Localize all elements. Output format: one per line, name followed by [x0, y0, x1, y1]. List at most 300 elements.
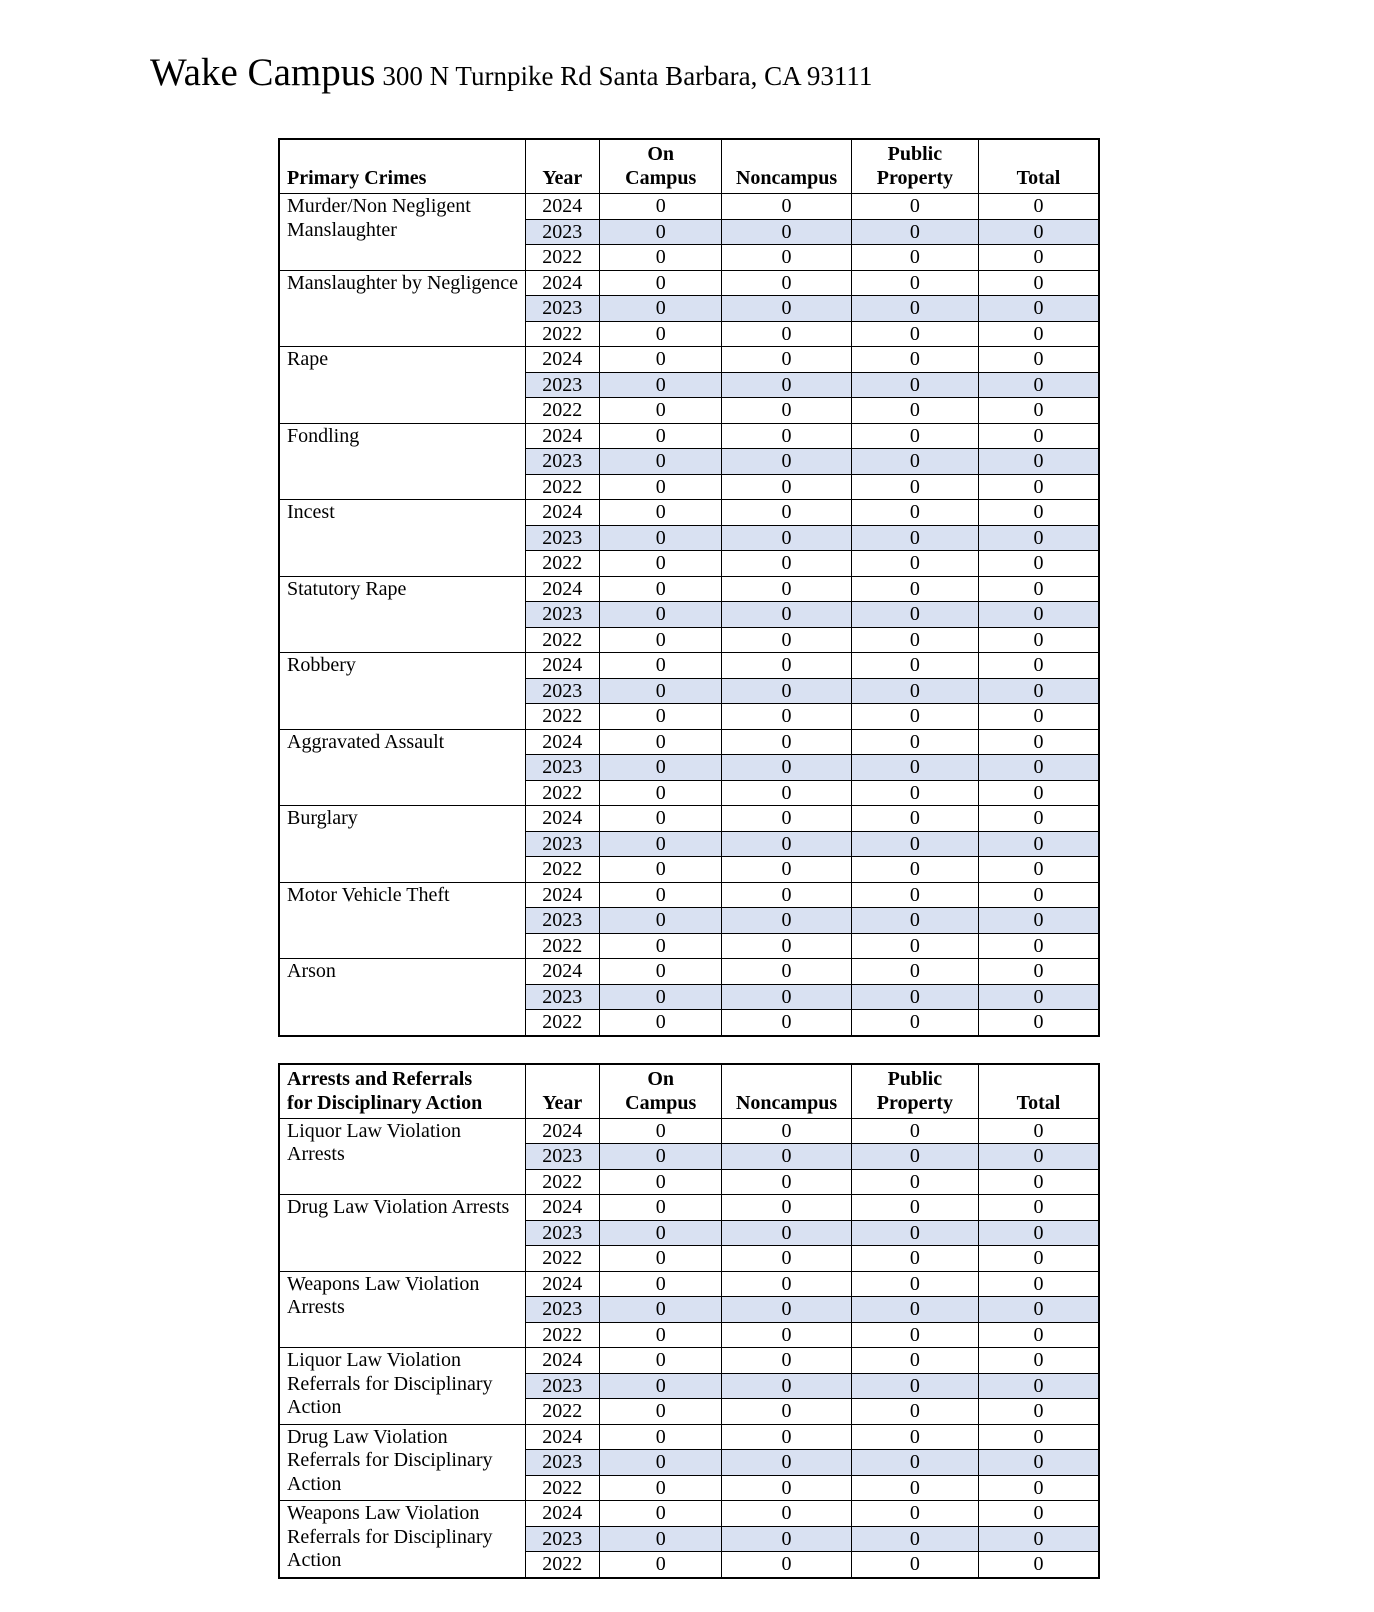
on-campus-value-cell: 0: [600, 933, 722, 959]
total-value-cell: 0: [978, 627, 1099, 653]
column-header: Public Property: [851, 1064, 978, 1119]
public-property-value-cell: 0: [851, 882, 978, 908]
noncampus-value-cell: 0: [722, 1348, 852, 1374]
noncampus-value-cell: 0: [722, 500, 852, 526]
total-value-cell: 0: [978, 449, 1099, 475]
on-campus-value-cell: 0: [600, 525, 722, 551]
noncampus-value-cell: 0: [722, 1246, 852, 1272]
on-campus-value-cell: 0: [600, 270, 722, 296]
year-cell: 2024: [525, 1118, 600, 1144]
noncampus-value-cell: 0: [722, 831, 852, 857]
total-value-cell: 0: [978, 831, 1099, 857]
on-campus-value-cell: 0: [600, 653, 722, 679]
public-property-value-cell: 0: [851, 372, 978, 398]
year-cell: 2022: [525, 780, 600, 806]
noncampus-value-cell: 0: [722, 678, 852, 704]
total-value-cell: 0: [978, 704, 1099, 730]
public-property-value-cell: 0: [851, 219, 978, 245]
year-cell: 2022: [525, 474, 600, 500]
public-property-value-cell: 0: [851, 551, 978, 577]
on-campus-value-cell: 0: [600, 372, 722, 398]
total-value-cell: 0: [978, 1195, 1099, 1221]
noncampus-value-cell: 0: [722, 551, 852, 577]
year-cell: 2023: [525, 1450, 600, 1476]
noncampus-value-cell: 0: [722, 1501, 852, 1527]
noncampus-value-cell: 0: [722, 857, 852, 883]
year-cell: 2022: [525, 627, 600, 653]
total-value-cell: 0: [978, 1220, 1099, 1246]
year-cell: 2023: [525, 678, 600, 704]
public-property-value-cell: 0: [851, 1169, 978, 1195]
category-cell: Drug Law Violation Referrals for Disciplinary Action: [279, 1424, 525, 1501]
year-cell: 2024: [525, 653, 600, 679]
on-campus-value-cell: 0: [600, 551, 722, 577]
table-row: [279, 1271, 1099, 1297]
year-cell: 2023: [525, 372, 600, 398]
total-value-cell: 0: [978, 729, 1099, 755]
category-cell: Robbery: [279, 653, 525, 730]
year-cell: 2023: [525, 755, 600, 781]
year-cell: 2023: [525, 1297, 600, 1323]
total-value-cell: 0: [978, 1010, 1099, 1036]
noncampus-value-cell: 0: [722, 1271, 852, 1297]
total-value-cell: 0: [978, 984, 1099, 1010]
on-campus-value-cell: 0: [600, 1475, 722, 1501]
on-campus-value-cell: 0: [600, 1373, 722, 1399]
public-property-value-cell: 0: [851, 1144, 978, 1170]
total-value-cell: 0: [978, 1246, 1099, 1272]
page-header: [150, 52, 872, 95]
public-property-value-cell: 0: [851, 525, 978, 551]
on-campus-value-cell: 0: [600, 1348, 722, 1374]
on-campus-value-cell: 0: [600, 194, 722, 220]
total-value-cell: 0: [978, 1373, 1099, 1399]
category-cell: Drug Law Violation Arrests: [279, 1195, 525, 1272]
year-cell: 2024: [525, 1271, 600, 1297]
total-value-cell: 0: [978, 474, 1099, 500]
category-cell: Manslaughter by Negligence: [279, 270, 525, 347]
column-header: Noncampus: [722, 139, 852, 194]
category-cell: Weapons Law Violation Arrests: [279, 1271, 525, 1348]
category-cell: Motor Vehicle Theft: [279, 882, 525, 959]
year-cell: 2023: [525, 525, 600, 551]
public-property-value-cell: 0: [851, 1118, 978, 1144]
public-property-value-cell: 0: [851, 1475, 978, 1501]
total-value-cell: 0: [978, 653, 1099, 679]
total-value-cell: 0: [978, 245, 1099, 271]
year-cell: 2022: [525, 1169, 600, 1195]
total-value-cell: 0: [978, 1348, 1099, 1374]
public-property-value-cell: 0: [851, 321, 978, 347]
public-property-value-cell: 0: [851, 755, 978, 781]
year-cell: 2022: [525, 551, 600, 577]
on-campus-value-cell: 0: [600, 449, 722, 475]
noncampus-value-cell: 0: [722, 219, 852, 245]
public-property-value-cell: 0: [851, 933, 978, 959]
noncampus-value-cell: 0: [722, 780, 852, 806]
year-cell: 2022: [525, 1246, 600, 1272]
public-property-value-cell: 0: [851, 1399, 978, 1425]
on-campus-value-cell: 0: [600, 678, 722, 704]
noncampus-value-cell: 0: [722, 1322, 852, 1348]
year-cell: 2023: [525, 219, 600, 245]
year-cell: 2024: [525, 1348, 600, 1374]
noncampus-value-cell: 0: [722, 729, 852, 755]
on-campus-value-cell: 0: [600, 959, 722, 985]
category-cell: Weapons Law Violation Referrals for Disciplinary Action: [279, 1501, 525, 1578]
year-cell: 2022: [525, 1322, 600, 1348]
total-value-cell: 0: [978, 1322, 1099, 1348]
noncampus-value-cell: 0: [722, 1297, 852, 1323]
public-property-value-cell: 0: [851, 1552, 978, 1578]
on-campus-value-cell: 0: [600, 1010, 722, 1036]
noncampus-value-cell: 0: [722, 1220, 852, 1246]
year-cell: 2024: [525, 347, 600, 373]
year-cell: 2023: [525, 984, 600, 1010]
category-cell: Fondling: [279, 423, 525, 500]
year-cell: 2024: [525, 882, 600, 908]
public-property-value-cell: 0: [851, 1501, 978, 1527]
noncampus-value-cell: 0: [722, 1373, 852, 1399]
table-row: [279, 1195, 1099, 1221]
noncampus-value-cell: 0: [722, 576, 852, 602]
total-value-cell: 0: [978, 321, 1099, 347]
total-value-cell: 0: [978, 882, 1099, 908]
on-campus-value-cell: 0: [600, 729, 722, 755]
total-value-cell: 0: [978, 1144, 1099, 1170]
on-campus-value-cell: 0: [600, 1195, 722, 1221]
table-row: [279, 882, 1099, 908]
total-value-cell: 0: [978, 602, 1099, 628]
total-value-cell: 0: [978, 933, 1099, 959]
noncampus-value-cell: 0: [722, 704, 852, 730]
total-value-cell: 0: [978, 347, 1099, 373]
on-campus-value-cell: 0: [600, 1501, 722, 1527]
table-row: [279, 1118, 1099, 1144]
year-cell: 2022: [525, 1475, 600, 1501]
year-cell: 2024: [525, 806, 600, 832]
total-value-cell: 0: [978, 1450, 1099, 1476]
noncampus-value-cell: 0: [722, 398, 852, 424]
total-value-cell: 0: [978, 219, 1099, 245]
total-value-cell: 0: [978, 1271, 1099, 1297]
noncampus-value-cell: 0: [722, 1424, 852, 1450]
year-cell: 2023: [525, 1526, 600, 1552]
public-property-value-cell: 0: [851, 729, 978, 755]
noncampus-value-cell: 0: [722, 882, 852, 908]
noncampus-value-cell: 0: [722, 1195, 852, 1221]
year-cell: 2022: [525, 933, 600, 959]
on-campus-value-cell: 0: [600, 423, 722, 449]
table-row: [279, 729, 1099, 755]
noncampus-value-cell: 0: [722, 449, 852, 475]
public-property-value-cell: 0: [851, 984, 978, 1010]
noncampus-value-cell: 0: [722, 602, 852, 628]
year-cell: 2024: [525, 1195, 600, 1221]
total-value-cell: 0: [978, 1169, 1099, 1195]
on-campus-value-cell: 0: [600, 704, 722, 730]
public-property-value-cell: 0: [851, 1195, 978, 1221]
noncampus-value-cell: 0: [722, 653, 852, 679]
noncampus-value-cell: 0: [722, 423, 852, 449]
column-header: Noncampus: [722, 1064, 852, 1119]
total-value-cell: 0: [978, 194, 1099, 220]
year-cell: 2022: [525, 398, 600, 424]
public-property-value-cell: 0: [851, 704, 978, 730]
on-campus-value-cell: 0: [600, 1220, 722, 1246]
on-campus-value-cell: 0: [600, 755, 722, 781]
total-value-cell: 0: [978, 296, 1099, 322]
on-campus-value-cell: 0: [600, 219, 722, 245]
total-value-cell: 0: [978, 576, 1099, 602]
category-column-header: Arrests and Referrals for Disciplinary Action: [279, 1064, 525, 1119]
year-cell: 2023: [525, 908, 600, 934]
public-property-value-cell: 0: [851, 908, 978, 934]
on-campus-value-cell: 0: [600, 627, 722, 653]
column-header: Year: [525, 139, 600, 194]
primary-crimes-table: [278, 138, 1100, 1037]
public-property-value-cell: 0: [851, 1271, 978, 1297]
on-campus-value-cell: 0: [600, 500, 722, 526]
on-campus-value-cell: 0: [600, 1526, 722, 1552]
public-property-value-cell: 0: [851, 627, 978, 653]
total-value-cell: 0: [978, 551, 1099, 577]
total-value-cell: 0: [978, 1475, 1099, 1501]
noncampus-value-cell: 0: [722, 1169, 852, 1195]
total-value-cell: 0: [978, 525, 1099, 551]
noncampus-value-cell: 0: [722, 270, 852, 296]
on-campus-value-cell: 0: [600, 831, 722, 857]
table-row: [279, 806, 1099, 832]
on-campus-value-cell: 0: [600, 1424, 722, 1450]
public-property-value-cell: 0: [851, 1450, 978, 1476]
public-property-value-cell: 0: [851, 474, 978, 500]
on-campus-value-cell: 0: [600, 857, 722, 883]
column-header: Year: [525, 1064, 600, 1119]
public-property-value-cell: 0: [851, 602, 978, 628]
year-cell: 2023: [525, 296, 600, 322]
year-cell: 2024: [525, 576, 600, 602]
header-row: [279, 1064, 1099, 1119]
public-property-value-cell: 0: [851, 1348, 978, 1374]
public-property-value-cell: 0: [851, 576, 978, 602]
year-cell: 2023: [525, 602, 600, 628]
table-row: [279, 423, 1099, 449]
public-property-value-cell: 0: [851, 678, 978, 704]
on-campus-value-cell: 0: [600, 1552, 722, 1578]
year-cell: 2022: [525, 1552, 600, 1578]
table-row: [279, 1348, 1099, 1374]
public-property-value-cell: 0: [851, 423, 978, 449]
table-row: [279, 1501, 1099, 1527]
noncampus-value-cell: 0: [722, 296, 852, 322]
noncampus-value-cell: 0: [722, 347, 852, 373]
public-property-value-cell: 0: [851, 780, 978, 806]
column-header: Total: [978, 139, 1099, 194]
year-cell: 2024: [525, 270, 600, 296]
on-campus-value-cell: 0: [600, 908, 722, 934]
column-header: Total: [978, 1064, 1099, 1119]
public-property-value-cell: 0: [851, 500, 978, 526]
year-cell: 2022: [525, 704, 600, 730]
on-campus-value-cell: 0: [600, 1322, 722, 1348]
public-property-value-cell: 0: [851, 1297, 978, 1323]
public-property-value-cell: 0: [851, 831, 978, 857]
noncampus-value-cell: 0: [722, 755, 852, 781]
total-value-cell: 0: [978, 780, 1099, 806]
category-cell: Burglary: [279, 806, 525, 883]
total-value-cell: 0: [978, 678, 1099, 704]
category-cell: Rape: [279, 347, 525, 424]
public-property-value-cell: 0: [851, 806, 978, 832]
on-campus-value-cell: 0: [600, 602, 722, 628]
public-property-value-cell: 0: [851, 398, 978, 424]
year-cell: 2022: [525, 1010, 600, 1036]
on-campus-value-cell: 0: [600, 882, 722, 908]
public-property-value-cell: 0: [851, 1424, 978, 1450]
noncampus-value-cell: 0: [722, 525, 852, 551]
on-campus-value-cell: 0: [600, 1297, 722, 1323]
column-header: On Campus: [600, 139, 722, 194]
public-property-value-cell: 0: [851, 194, 978, 220]
table-row: [279, 347, 1099, 373]
public-property-value-cell: 0: [851, 959, 978, 985]
public-property-value-cell: 0: [851, 653, 978, 679]
noncampus-value-cell: 0: [722, 1010, 852, 1036]
noncampus-value-cell: 0: [722, 245, 852, 271]
year-cell: 2023: [525, 1220, 600, 1246]
total-value-cell: 0: [978, 1399, 1099, 1425]
total-value-cell: 0: [978, 755, 1099, 781]
public-property-value-cell: 0: [851, 1373, 978, 1399]
table-row: [279, 500, 1099, 526]
on-campus-value-cell: 0: [600, 780, 722, 806]
arrests-referrals-table: [278, 1063, 1100, 1579]
noncampus-value-cell: 0: [722, 806, 852, 832]
year-cell: 2024: [525, 194, 600, 220]
noncampus-value-cell: 0: [722, 321, 852, 347]
total-value-cell: 0: [978, 1526, 1099, 1552]
table-row: [279, 194, 1099, 220]
year-cell: 2024: [525, 1424, 600, 1450]
public-property-value-cell: 0: [851, 1246, 978, 1272]
noncampus-value-cell: 0: [722, 194, 852, 220]
on-campus-value-cell: 0: [600, 1246, 722, 1272]
noncampus-value-cell: 0: [722, 372, 852, 398]
on-campus-value-cell: 0: [600, 474, 722, 500]
year-cell: 2024: [525, 1501, 600, 1527]
total-value-cell: 0: [978, 1552, 1099, 1578]
year-cell: 2023: [525, 831, 600, 857]
noncampus-value-cell: 0: [722, 1475, 852, 1501]
noncampus-value-cell: 0: [722, 1399, 852, 1425]
year-cell: 2023: [525, 1144, 600, 1170]
public-property-value-cell: 0: [851, 1526, 978, 1552]
category-cell: Statutory Rape: [279, 576, 525, 653]
noncampus-value-cell: 0: [722, 1118, 852, 1144]
total-value-cell: 0: [978, 1297, 1099, 1323]
category-cell: Murder/Non Negligent Manslaughter: [279, 194, 525, 271]
category-cell: Aggravated Assault: [279, 729, 525, 806]
total-value-cell: 0: [978, 270, 1099, 296]
table-row: [279, 1424, 1099, 1450]
year-cell: 2024: [525, 423, 600, 449]
on-campus-value-cell: 0: [600, 245, 722, 271]
campus-title: Wake Campus: [150, 51, 376, 94]
category-column-header: Primary Crimes: [279, 139, 525, 194]
total-value-cell: 0: [978, 1118, 1099, 1144]
public-property-value-cell: 0: [851, 245, 978, 271]
category-cell: Incest: [279, 500, 525, 577]
public-property-value-cell: 0: [851, 1010, 978, 1036]
public-property-value-cell: 0: [851, 1322, 978, 1348]
table-row: [279, 576, 1099, 602]
public-property-value-cell: 0: [851, 1220, 978, 1246]
on-campus-value-cell: 0: [600, 1169, 722, 1195]
total-value-cell: 0: [978, 1501, 1099, 1527]
total-value-cell: 0: [978, 806, 1099, 832]
column-header: Public Property: [851, 139, 978, 194]
year-cell: 2022: [525, 245, 600, 271]
year-cell: 2023: [525, 1373, 600, 1399]
year-cell: 2022: [525, 857, 600, 883]
noncampus-value-cell: 0: [722, 933, 852, 959]
table-row: [279, 959, 1099, 985]
on-campus-value-cell: 0: [600, 321, 722, 347]
on-campus-value-cell: 0: [600, 984, 722, 1010]
public-property-value-cell: 0: [851, 347, 978, 373]
on-campus-value-cell: 0: [600, 806, 722, 832]
on-campus-value-cell: 0: [600, 398, 722, 424]
noncampus-value-cell: 0: [722, 1526, 852, 1552]
noncampus-value-cell: 0: [722, 1144, 852, 1170]
on-campus-value-cell: 0: [600, 296, 722, 322]
on-campus-value-cell: 0: [600, 1144, 722, 1170]
noncampus-value-cell: 0: [722, 984, 852, 1010]
public-property-value-cell: 0: [851, 296, 978, 322]
noncampus-value-cell: 0: [722, 1450, 852, 1476]
campus-address: 300 N Turnpike Rd Santa Barbara, CA 93111: [382, 61, 873, 91]
noncampus-value-cell: 0: [722, 959, 852, 985]
total-value-cell: 0: [978, 423, 1099, 449]
category-cell: Arson: [279, 959, 525, 1036]
table-row: [279, 653, 1099, 679]
public-property-value-cell: 0: [851, 857, 978, 883]
year-cell: 2024: [525, 500, 600, 526]
year-cell: 2022: [525, 1399, 600, 1425]
on-campus-value-cell: 0: [600, 1271, 722, 1297]
on-campus-value-cell: 0: [600, 1399, 722, 1425]
public-property-value-cell: 0: [851, 449, 978, 475]
on-campus-value-cell: 0: [600, 1118, 722, 1144]
column-header: On Campus: [600, 1064, 722, 1119]
noncampus-value-cell: 0: [722, 908, 852, 934]
noncampus-value-cell: 0: [722, 627, 852, 653]
total-value-cell: 0: [978, 398, 1099, 424]
on-campus-value-cell: 0: [600, 576, 722, 602]
header-row: [279, 139, 1099, 194]
noncampus-value-cell: 0: [722, 474, 852, 500]
total-value-cell: 0: [978, 1424, 1099, 1450]
public-property-value-cell: 0: [851, 270, 978, 296]
noncampus-value-cell: 0: [722, 1552, 852, 1578]
on-campus-value-cell: 0: [600, 1450, 722, 1476]
total-value-cell: 0: [978, 857, 1099, 883]
crime-statistics-tables: [278, 138, 1100, 1579]
total-value-cell: 0: [978, 372, 1099, 398]
year-cell: 2023: [525, 449, 600, 475]
year-cell: 2024: [525, 959, 600, 985]
